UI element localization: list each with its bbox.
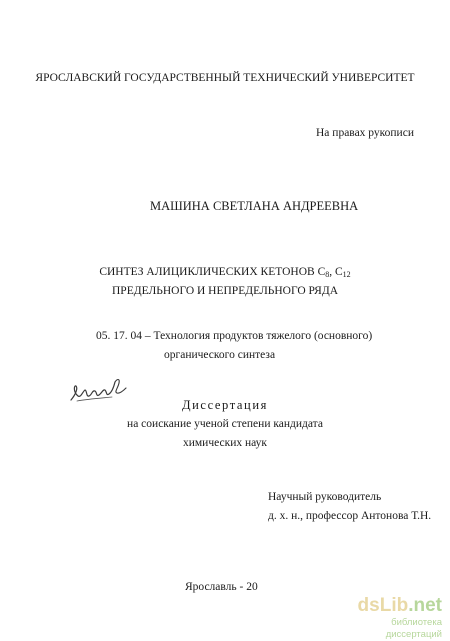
specialty-code: 05. 17. 04 – Технология продуктов тяжелого (основного) [96, 330, 373, 342]
advisor-name: д. х. н., профессор Антонова Т.Н. [268, 510, 432, 522]
dissertation-title-line1 [0, 266, 450, 279]
advisor-label: Научный руководитель [268, 491, 382, 503]
specialty-name: органического синтеза [164, 349, 276, 361]
watermark-logo [346, 596, 442, 616]
title-subscript-b: 12 [342, 270, 351, 279]
title-subscript-a: 8 [325, 270, 330, 279]
title-separator: , С [329, 266, 343, 278]
dslib-watermark [346, 595, 442, 640]
watermark-tagline: библиотека диссертаций [385, 617, 442, 640]
manuscript-note: На правах рукописи [316, 127, 414, 139]
degree-line2: химических наук [183, 437, 267, 449]
dissertation-heading: Диссертация [182, 398, 268, 412]
watermark-logo-suffix: .net [408, 595, 442, 616]
author-name: МАШИНА СВЕТЛАНА АНДРЕЕВНА [150, 199, 359, 213]
dissertation-title-line2: ПРЕДЕЛЬНОГО И НЕПРЕДЕЛЬНОГО РЯДА [112, 285, 338, 297]
university-name: ЯРОСЛАВСКИЙ ГОСУДАРСТВЕННЫЙ ТЕХНИЧЕСКИЙ УНИВЕРСИТЕТ [35, 72, 415, 84]
place-year: Ярославль - 20 [185, 581, 258, 593]
degree-line1: на соискание ученой степени кандидата [127, 418, 323, 430]
title-prefix: СИНТЕЗ АЛИЦИКЛИЧЕСКИХ КЕТОНОВ С [99, 266, 326, 278]
watermark-logo-main: dsLib [357, 595, 409, 616]
